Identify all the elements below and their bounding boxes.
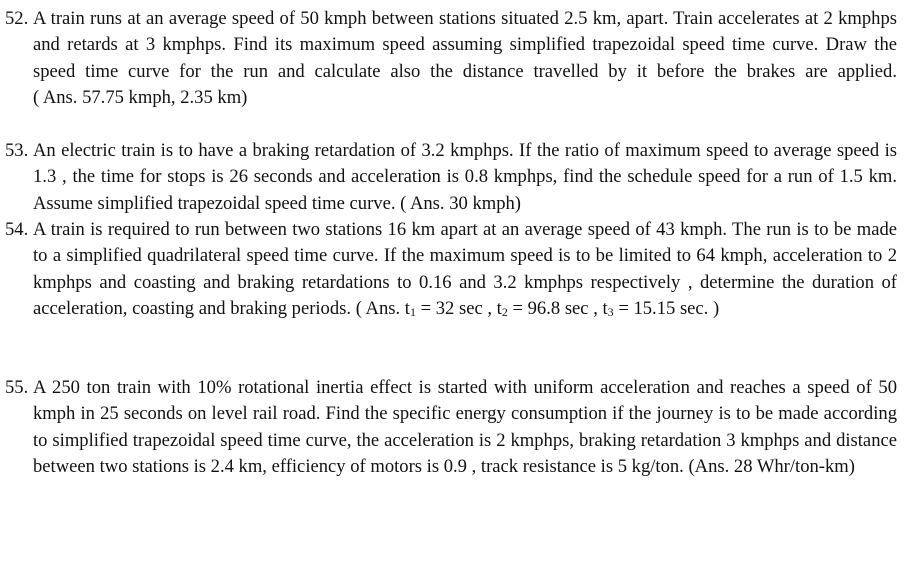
problem-number: 55. bbox=[5, 377, 29, 398]
problem-54 bbox=[5, 217, 897, 325]
problem-answer: ( Ans. 57.75 kmph, 2.35 km) bbox=[33, 86, 248, 108]
problem-body bbox=[33, 375, 897, 480]
problem-text: A train runs at an average speed of 50 kmph between stations situated 2.5 km, apart. Train accelerates at 2 kmphps and retards at 3 kmphps. Find its maximum speed assuming simplified trapezoidal speed time curve. Draw the speed time curve for the run and calculate also the distance travelled by it before the brakes are applied. bbox=[33, 8, 897, 82]
problem-55 bbox=[5, 375, 897, 480]
problem-answer: (Ans. 28 Whr/ton-km) bbox=[688, 455, 855, 477]
problem-number: 52. bbox=[5, 8, 29, 29]
problem-number: 53. bbox=[5, 140, 29, 161]
problem-number: 54. bbox=[5, 219, 29, 240]
problem-52 bbox=[5, 6, 897, 111]
problem-answer: ( Ans. 30 kmph) bbox=[400, 192, 521, 214]
problem-text: A train is required to run between two stations 16 km apart at an average speed of 43 kmph. The run is to be made to a simplified quadrilateral speed time curve. If the maximum speed is to be limited to 64 kmph, acceleration to 2 kmphps and coasting and braking retardations to 0.16 and 3.2 kmphps respectively , determine the duration of acceleration, coasting and braking periods. bbox=[33, 219, 897, 319]
problem-body bbox=[33, 6, 897, 111]
problem-answer: ( Ans. $t_1 = 32$ sec , $t_2 = 96.8$ sec , $t_3 = 15.15$ sec. ) bbox=[355, 297, 720, 319]
problem-text: An electric train is to have a braking retardation of 3.2 kmphps. If the ratio of maximum speed to average speed is 1.3 , the time for stops is 26 seconds and acceleration is 0.8 kmphps, find the schedule speed for a run of 1.5 km. Assume simplified trapezoidal speed time curve. bbox=[33, 140, 897, 214]
problem-text: A 250 ton train with 10% rotational inertia effect is started with uniform acceleration and reaches a speed of 50 kmph in 25 seconds on level rail road. Find the specific energy consumption if the journey is to be made according to simplified trapezoidal speed time curve, the acceleration is 2 kmphps, braking retardation 3 kmphps and distance between two stations is 2.4 km, efficiency of motors is 0.9 , track resistance is 5 kg/ton. bbox=[33, 377, 897, 477]
problem-body bbox=[33, 138, 897, 217]
problem-body bbox=[33, 217, 897, 325]
problem-53 bbox=[5, 138, 897, 217]
